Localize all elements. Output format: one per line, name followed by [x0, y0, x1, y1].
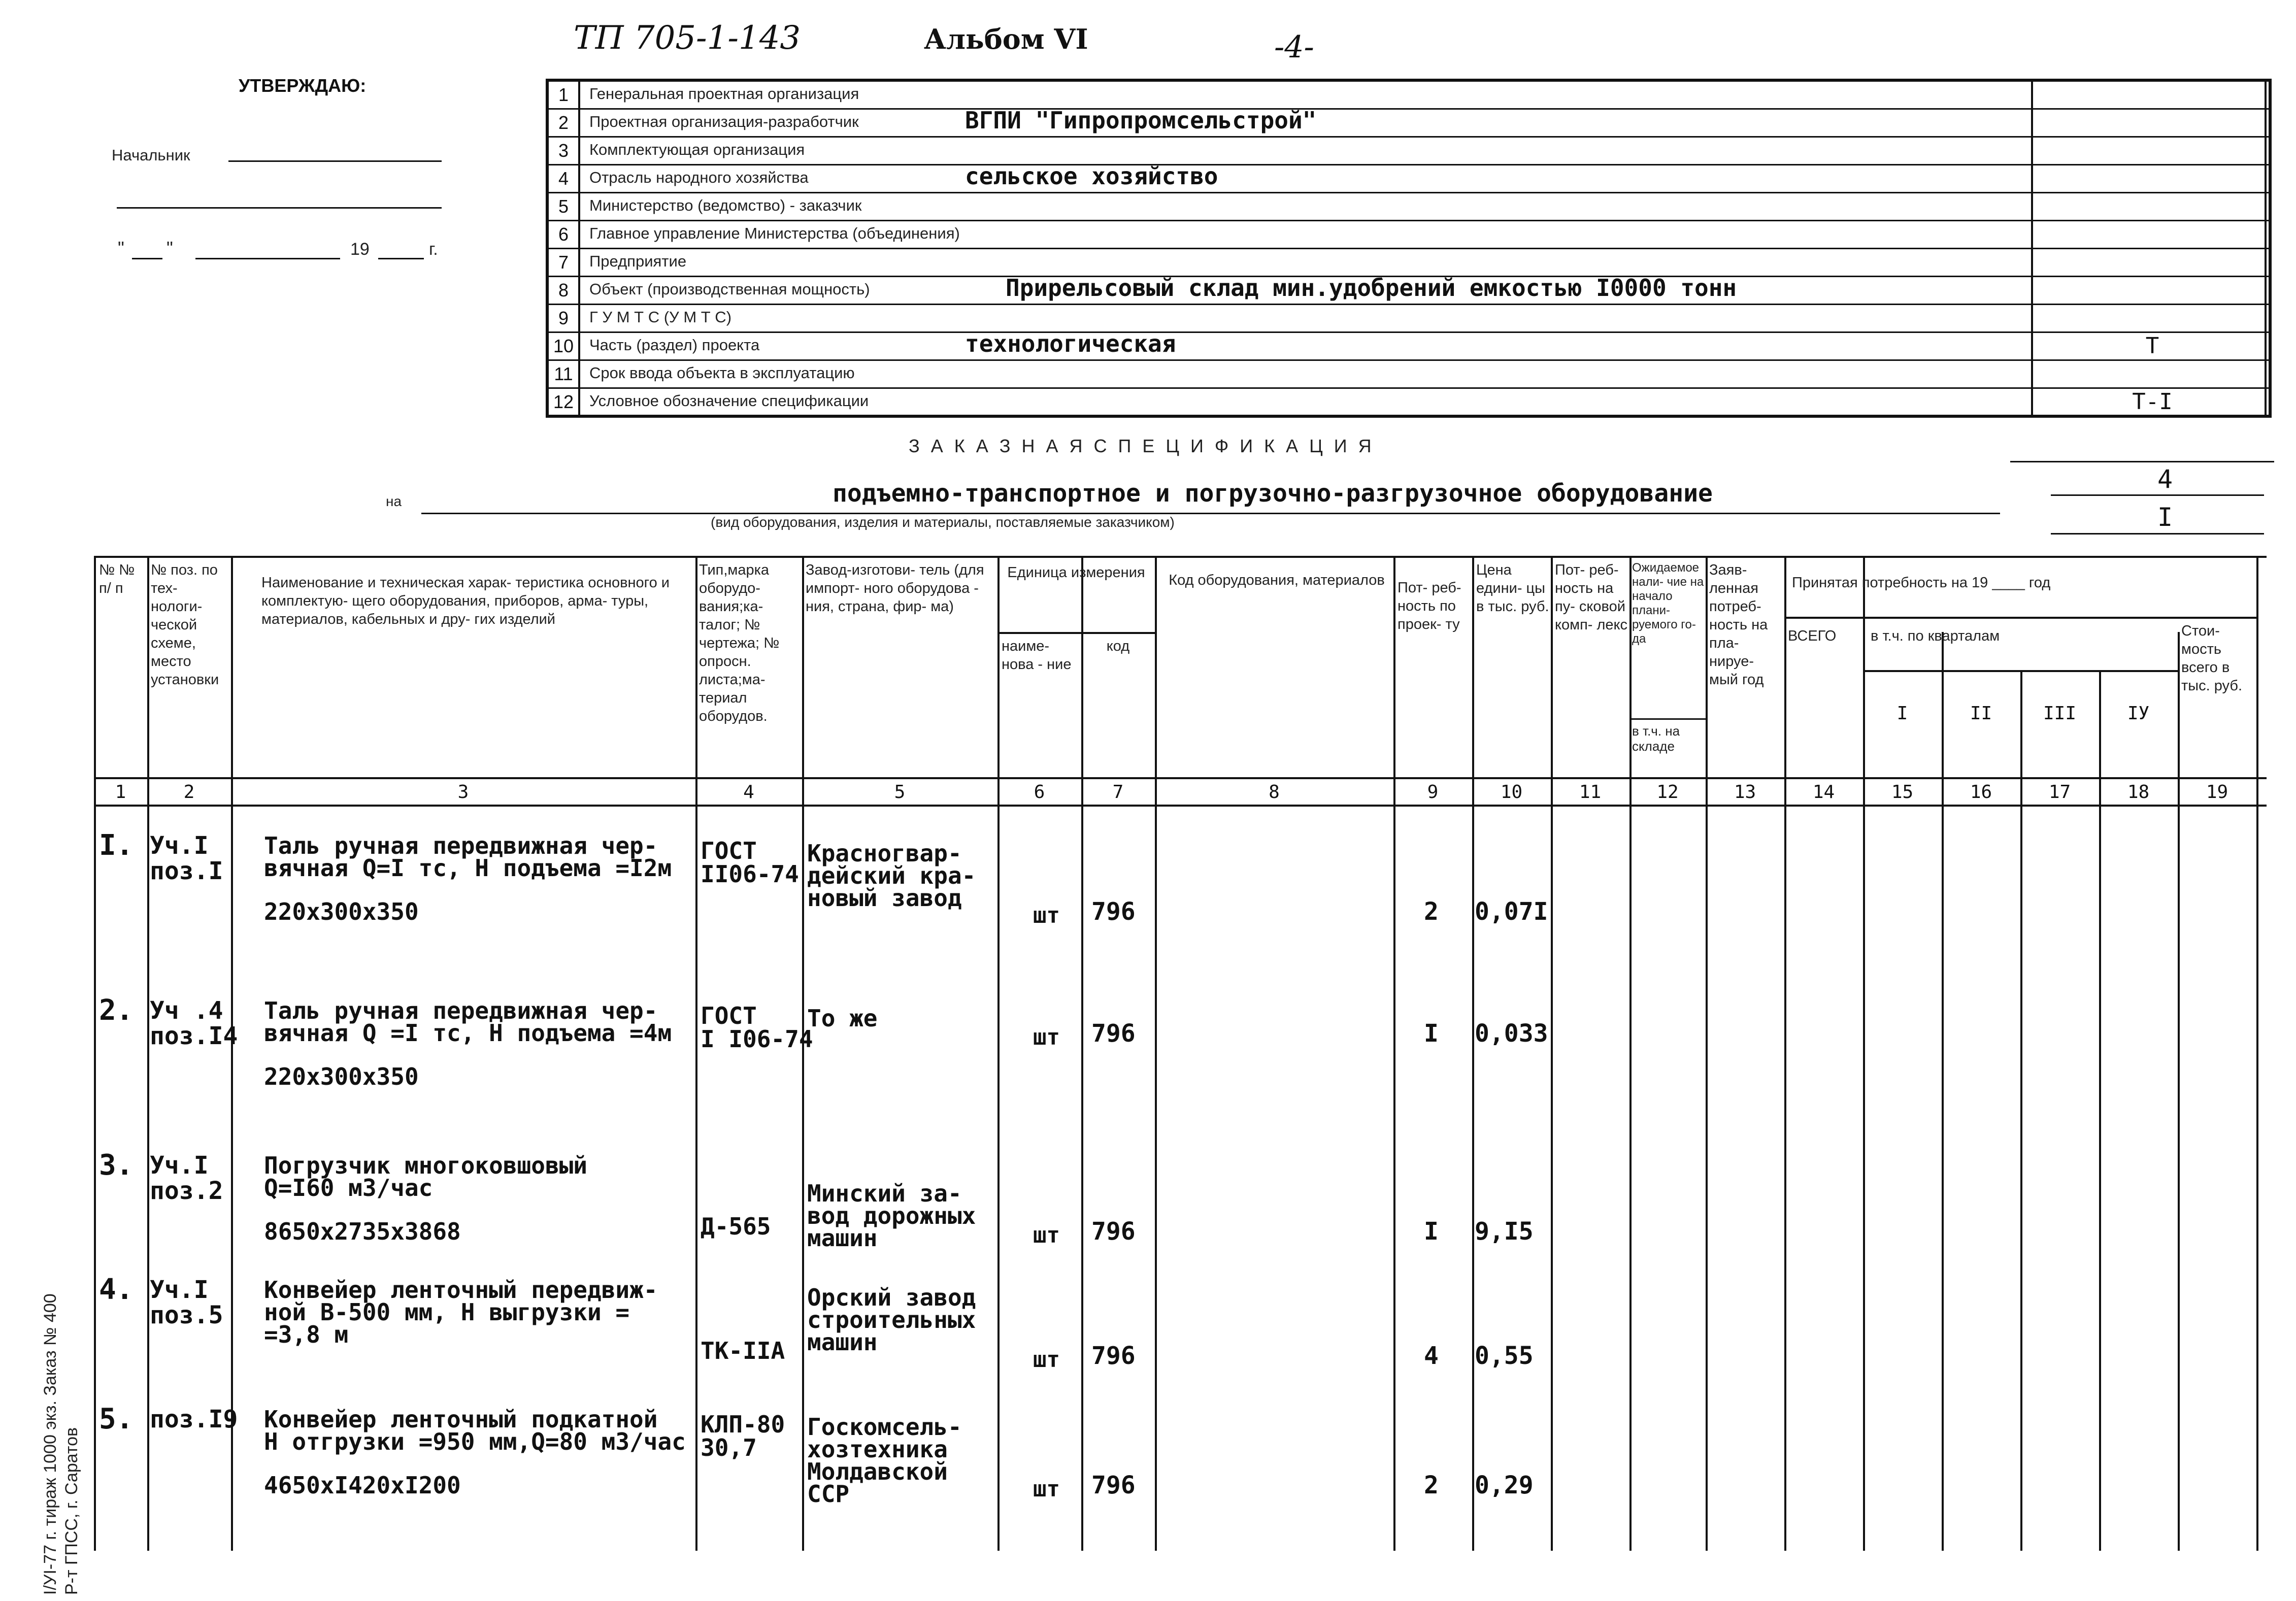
- info-row-code: [2031, 361, 2272, 387]
- info-row-label: Проектная организация-разработчик: [589, 113, 859, 130]
- col-number-row-border: [94, 805, 2267, 807]
- header-c8: Код оборудования, материалов: [1169, 572, 1385, 588]
- page-number: -4-: [1274, 29, 1314, 65]
- header-quarters: в т.ч. по кварталам: [1871, 628, 2000, 644]
- header-c12b: в т.ч. на складе: [1632, 723, 1680, 754]
- info-row-number: 5: [549, 193, 580, 220]
- row-unit-code: 796: [1091, 897, 1136, 926]
- header-c12a: Ожидаемое нали- чие на начало плани- руемого го- да: [1632, 561, 1704, 646]
- info-row-code: Т-I: [2031, 389, 2272, 415]
- date-month-line: [195, 258, 340, 259]
- info-row-value: сельское хозяйство: [965, 162, 1218, 190]
- row-name: Конвейер ленточный передвиж-: [264, 1276, 658, 1304]
- row-manufacturer: новый завод: [807, 884, 962, 912]
- row-manufacturer: вод дорожных: [807, 1202, 976, 1229]
- row-name: Таль ручная передвижная чер-: [264, 832, 658, 859]
- info-row: [549, 330, 2269, 361]
- col-divider-11: [1629, 556, 1632, 1551]
- album-label: Альбом VI: [924, 23, 1088, 55]
- col-divider-12: [1706, 556, 1708, 1551]
- col-divider-6: [1081, 556, 1083, 1551]
- row-price: 0,07I: [1475, 897, 1548, 926]
- info-row-label: Генеральная проектная организация: [589, 85, 859, 103]
- row-name: Н отгрузки =950 мм,Q=80 м3/час: [264, 1428, 686, 1455]
- row-need: 2: [1424, 897, 1439, 926]
- column-number: 13: [1734, 782, 1756, 803]
- row-name: Конвейер ленточный подкатной: [264, 1406, 658, 1433]
- col-divider-1: [147, 556, 149, 1551]
- row-unit-code: 796: [1091, 1342, 1136, 1370]
- header-c5: Завод-изготови- тель (для импорт- ного оборудова - ния, страна, фир- ма): [806, 562, 984, 615]
- col-right-border: [2256, 556, 2258, 1551]
- need-header-split: [1784, 617, 2256, 619]
- info-row-number: 10: [549, 333, 580, 359]
- row-name: Таль ручная передвижная чер-: [264, 997, 658, 1024]
- info-row: [549, 162, 2269, 193]
- row-number: 4.: [99, 1273, 134, 1306]
- row-type: ТК-IIА: [701, 1337, 785, 1364]
- row-price: 9,I5: [1475, 1217, 1534, 1246]
- header-q1: I: [1896, 703, 1908, 724]
- column-number: 9: [1427, 782, 1439, 803]
- row-manufacturer: строительных: [807, 1306, 976, 1333]
- col-left-border: [94, 556, 96, 1551]
- info-row-number: 8: [549, 277, 580, 304]
- col-divider-8: [1393, 556, 1395, 1551]
- row-need: I: [1424, 1217, 1439, 1246]
- header-c1: № № п/ п: [99, 562, 135, 596]
- row-name: =3,8 м: [264, 1321, 349, 1348]
- col-divider-7: [1155, 556, 1157, 1551]
- row-type: I I06-74: [701, 1025, 813, 1053]
- chief-label: Начальник: [112, 146, 190, 164]
- row-name: вячная Q=I тс, Н подъема =I2м: [264, 854, 672, 882]
- row-manufacturer: хозтехника: [807, 1436, 948, 1463]
- row-type: КЛП-80: [701, 1411, 785, 1438]
- info-row: [549, 138, 2269, 165]
- info-row-code: [2031, 165, 2272, 192]
- column-number: 19: [2206, 782, 2228, 803]
- info-row: [549, 274, 2269, 305]
- date-year-line: [378, 258, 424, 259]
- info-row-code: [2031, 110, 2272, 136]
- info-row-label: Министерство (ведомство) - заказчик: [589, 196, 862, 214]
- row-dimensions: 8650х2735х3868: [264, 1218, 461, 1245]
- column-number: 12: [1656, 782, 1679, 803]
- row-dimensions: 4650хI420хI200: [264, 1472, 461, 1499]
- info-row-code: [2031, 193, 2272, 220]
- header-q3: III: [2043, 703, 2077, 724]
- header-c4: Тип,марка оборудо- вания;ка- талог; № чертежа; № опросн. листа;ма- териал оборудов.: [699, 562, 780, 724]
- info-row-label: Условное обозначение спецификации: [589, 392, 869, 410]
- column-number: 2: [183, 782, 195, 803]
- row-number: 2.: [99, 994, 134, 1027]
- row-unit-code: 796: [1091, 1217, 1136, 1246]
- row-type: ГОСТ: [701, 837, 757, 864]
- spec-subject: подъемно-транспортное и погрузочно-разгрузочное оборудование: [833, 479, 1713, 508]
- row-unit: шт: [1033, 1347, 1060, 1373]
- column-number: 5: [894, 782, 906, 803]
- info-row: [549, 249, 2269, 277]
- info-row-label: Главное управление Министерства (объединения): [589, 224, 960, 242]
- row-name: вячная Q =I тс, Н подъема =4м: [264, 1019, 672, 1047]
- chief-name-line: [117, 207, 442, 209]
- header-c9: Пот- реб- ность по проек- ту: [1397, 580, 1461, 632]
- row-position: Уч.I: [150, 1151, 209, 1180]
- chief-signature-line: [228, 160, 442, 162]
- row-manufacturer: машин: [807, 1224, 878, 1252]
- col-divider-15: [1942, 632, 1944, 1551]
- row-unit-code: 796: [1091, 1019, 1136, 1048]
- info-row-label: Комплектующая организация: [589, 141, 805, 158]
- date-year-prefix: 19: [350, 240, 370, 259]
- header-q4: IУ: [2127, 703, 2150, 724]
- spec-subject-caption: (вид оборудования, изделия и материалы, поставляемые заказчиком): [711, 514, 1175, 530]
- info-row: [549, 305, 2269, 333]
- row-type: ГОСТ: [701, 1002, 757, 1029]
- row-manufacturer: машин: [807, 1328, 878, 1356]
- header-c19: Стои- мость всего в тыс. руб.: [2181, 623, 2243, 694]
- header-unit: Единица измерения: [1007, 564, 1145, 581]
- row-manufacturer: Молдавской: [807, 1458, 948, 1485]
- row-manufacturer: Минский за-: [807, 1180, 962, 1207]
- row-type: II06-74: [701, 860, 799, 888]
- row-manufacturer: дейский кра-: [807, 862, 976, 889]
- column-number: 16: [1970, 782, 1992, 803]
- header-c3: Наименование и техническая харак- теристика основного и комплектую- щего оборудования, приборов, арма- туры, материалов, кабельных и дру- гих изделий: [261, 575, 670, 627]
- column-number: 1: [115, 782, 126, 803]
- info-row-code: [2031, 221, 2272, 248]
- row-position: поз.I: [150, 857, 223, 885]
- row-dimensions: 220х300х350: [264, 1063, 419, 1090]
- row-need: 2: [1424, 1471, 1439, 1499]
- approval-title: УТВЕРЖДАЮ:: [239, 75, 367, 96]
- row-manufacturer: То же: [807, 1005, 878, 1032]
- row-number: I.: [99, 829, 134, 862]
- print-note: [40, 1138, 82, 1595]
- print-note-line-2: Р-т ГПСС, г. Саратов: [62, 1427, 81, 1595]
- row-manufacturer: Красногвар-: [807, 840, 962, 867]
- info-row-code: [2031, 249, 2272, 276]
- info-row-value: технологическая: [965, 330, 1176, 357]
- stock-header-split: [1629, 718, 1706, 720]
- col-divider-5: [997, 556, 1000, 1551]
- info-row: [549, 107, 2269, 138]
- header-need: Принятая потребность на 19 ____ год: [1792, 575, 2051, 591]
- info-row: [549, 221, 2269, 249]
- info-row-code: [2031, 138, 2272, 164]
- column-number: 11: [1579, 782, 1602, 803]
- col-divider-2: [231, 556, 233, 1551]
- info-row-value: ВГПИ "Гипропромсельстрой": [965, 107, 1317, 134]
- info-row-code: [2031, 277, 2272, 304]
- date-year-suffix: г.: [429, 240, 438, 259]
- info-row: [549, 193, 2269, 221]
- col-divider-9: [1472, 556, 1474, 1551]
- header-c11: Пот- реб- ность на пу- сковой комп- лекс: [1555, 562, 1628, 633]
- row-need: 4: [1424, 1342, 1439, 1370]
- header-c7: код: [1106, 638, 1130, 654]
- spec-on-label: на: [386, 493, 402, 509]
- spec-subject-underline: [421, 513, 2000, 514]
- unit-header-split: [997, 632, 1155, 634]
- date-quote-open: ": [118, 238, 124, 258]
- info-row-label: Г У М Т С (У М Т С): [589, 308, 732, 326]
- col-divider-10: [1551, 556, 1553, 1551]
- row-manufacturer: Орский завод: [807, 1284, 976, 1311]
- column-number: 15: [1891, 782, 1914, 803]
- info-row-number: 9: [549, 305, 580, 331]
- info-row-label: Объект (производственная мощность): [589, 280, 870, 298]
- date-day-line: [132, 258, 162, 259]
- row-unit: шт: [1033, 1024, 1060, 1050]
- column-number: 18: [2127, 782, 2150, 803]
- row-position: поз.I9: [150, 1405, 238, 1433]
- row-unit-code: 796: [1091, 1471, 1136, 1499]
- info-block: [546, 79, 2272, 418]
- row-type: Д-565: [701, 1213, 771, 1240]
- row-price: 0,55: [1475, 1342, 1534, 1370]
- row-position: Уч.I: [150, 831, 209, 860]
- row-name: Q=I60 м3/час: [264, 1174, 433, 1202]
- row-price: 0,29: [1475, 1471, 1534, 1499]
- col-divider-18: [2178, 632, 2180, 1551]
- header-c6: наиме- нова - ние: [1002, 638, 1072, 673]
- column-number: 7: [1112, 782, 1124, 803]
- column-number: 3: [457, 782, 469, 803]
- spec-right-line-mid: [2051, 494, 2264, 496]
- spec-right-line-bottom: [2051, 533, 2264, 535]
- column-number: 6: [1034, 782, 1045, 803]
- header-c14: ВСЕГО: [1788, 628, 1837, 644]
- table-top-border: [94, 556, 2267, 558]
- info-row-label: Предприятие: [589, 252, 687, 270]
- info-row: [549, 82, 2269, 110]
- quarters-header-split: [1863, 670, 2178, 672]
- spec-right-value-1: 4: [2157, 464, 2173, 494]
- header-c2: № поз. по тех- нологи- ческой схеме, место установки: [151, 562, 219, 688]
- row-position: поз.I4: [150, 1022, 238, 1050]
- table-header-bottom-border: [94, 777, 2267, 779]
- info-row-number: 7: [549, 249, 580, 276]
- row-price: 0,033: [1475, 1019, 1548, 1048]
- info-row-number: 2: [549, 110, 580, 136]
- project-code: ТП 705-1-143: [574, 19, 801, 57]
- column-number: 14: [1812, 782, 1835, 803]
- info-row-number: 12: [549, 389, 580, 415]
- row-number: 3.: [99, 1149, 134, 1182]
- col-divider-4: [802, 556, 804, 1551]
- info-row-code: Т: [2031, 333, 2272, 359]
- row-number: 5.: [99, 1403, 134, 1436]
- info-row-label: Отрасль народного хозяйства: [589, 169, 809, 186]
- row-position: Уч.I: [150, 1276, 209, 1304]
- row-position: поз.5: [150, 1301, 223, 1329]
- info-row-number: 3: [549, 138, 580, 164]
- print-note-line-1: I/УI-77 г. тираж 1000 экз. Заказ № 400: [41, 1293, 60, 1595]
- info-row-number: 11: [549, 361, 580, 387]
- info-row-number: 6: [549, 221, 580, 248]
- info-row: [549, 361, 2269, 389]
- info-row-value: Прирельсовый склад мин.удобрений емкостью I0000 тонн: [1006, 274, 1737, 302]
- col-divider-13: [1784, 556, 1786, 1551]
- row-unit: шт: [1033, 1476, 1060, 1502]
- column-number: 10: [1500, 782, 1523, 803]
- column-number: 8: [1269, 782, 1280, 803]
- column-number: 17: [2048, 782, 2071, 803]
- row-position: поз.2: [150, 1177, 223, 1205]
- row-name: Погрузчик многоковшовый: [264, 1152, 587, 1179]
- info-row-label: Часть (раздел) проекта: [589, 336, 760, 354]
- info-row-number: 4: [549, 165, 580, 192]
- row-unit: шт: [1033, 1222, 1060, 1248]
- row-unit: шт: [1033, 903, 1060, 928]
- row-type: 30,7: [701, 1434, 757, 1461]
- row-manufacturer: ССР: [807, 1480, 850, 1508]
- date-quote-close: ": [167, 238, 173, 258]
- spec-right-line-top: [2010, 461, 2274, 462]
- row-manufacturer: Госкомсель-: [807, 1413, 962, 1441]
- column-number: 4: [743, 782, 754, 803]
- approval-block: [102, 71, 467, 274]
- info-row-number: 1: [549, 82, 580, 108]
- info-row-code: [2031, 82, 2272, 108]
- spec-right-value-2: I: [2157, 503, 2173, 532]
- header-c10: Цена едини- цы в тыс. руб.: [1476, 562, 1549, 615]
- col-divider-3: [695, 556, 697, 1551]
- info-row: [549, 389, 2269, 417]
- info-row-label: Срок ввода объекта в эксплуатацию: [589, 364, 855, 382]
- info-row-code: [2031, 305, 2272, 331]
- row-position: Уч .4: [150, 996, 223, 1025]
- row-dimensions: 220х300х350: [264, 898, 419, 925]
- spec-table: [94, 556, 2267, 1551]
- header-c13: Заяв- ленная потреб- ность на пла- нируе- мый год: [1709, 562, 1768, 688]
- row-name: ной В-500 мм, Н выгрузки =: [264, 1298, 630, 1326]
- spec-title: З А К А З Н А Я С П Е Ц И Ф И К А Ц И Я: [909, 436, 1375, 456]
- header-q2: II: [1970, 703, 1992, 724]
- row-need: I: [1424, 1019, 1439, 1048]
